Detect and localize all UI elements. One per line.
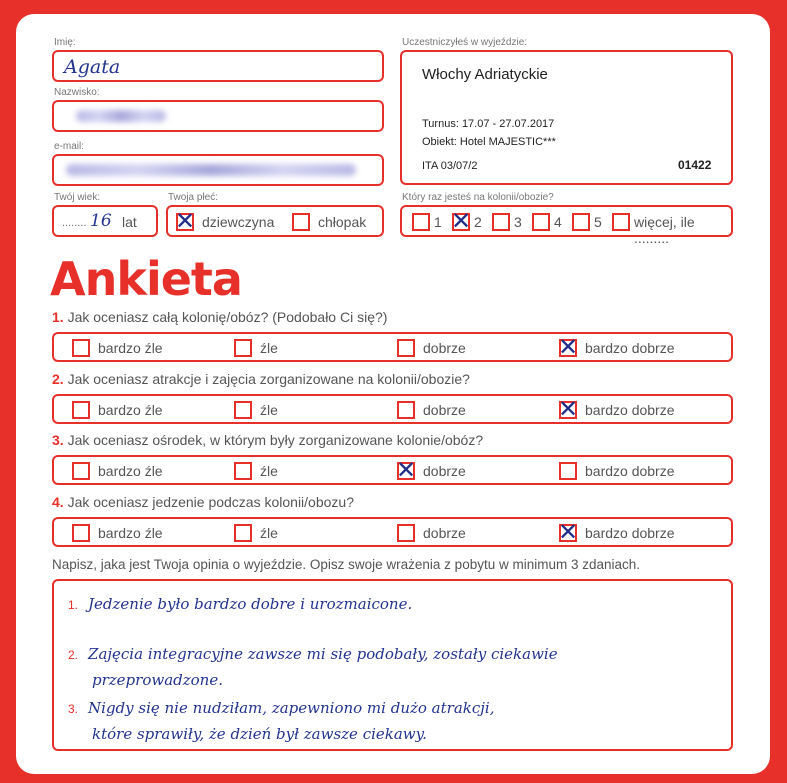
age-dots: ........ <box>62 217 87 229</box>
time-3-label: 3 <box>514 214 522 230</box>
q4-option-bad[interactable] <box>234 524 252 542</box>
q1-option-good-label: dobrze <box>423 340 466 356</box>
gender-male-checkbox[interactable] <box>292 213 310 231</box>
time-more-checkbox[interactable] <box>612 213 630 231</box>
time-4-label: 4 <box>554 214 562 230</box>
time-1-label: 1 <box>434 214 442 230</box>
gender-label: Twoja płeć: <box>168 192 219 203</box>
which-time-field <box>400 205 733 246</box>
which-time-label: Który raz jesteś na kolonii/obozie? <box>402 192 554 203</box>
trip-label: Uczestniczyłeś w wyjeździe: <box>402 37 528 48</box>
q2-option-bad-label: źle <box>260 402 278 418</box>
gender-male-label: chłopak <box>318 214 367 230</box>
email-field[interactable] <box>52 154 384 186</box>
q1-option-very-good-label: bardzo dobrze <box>585 340 675 356</box>
question-3: 3. Jak oceniasz ośrodek, w którym były zorganizowane kolonie/obóz? <box>52 432 484 448</box>
q3-option-very-bad[interactable] <box>72 462 90 480</box>
q1-option-very-good[interactable]: ✕ <box>558 333 579 361</box>
time-5-checkbox[interactable] <box>572 213 590 231</box>
opinion-line-1: 1. Jedzenie było bardzo dobre i urozmaicone. <box>68 595 413 613</box>
q4-option-good-label: dobrze <box>423 525 466 541</box>
trip-obiekt: Obiekt: Hotel MAJESTIC*** <box>422 136 556 148</box>
question-1: 1. Jak oceniasz całą kolonię/obóz? (Podobało Ci się?) <box>52 309 388 325</box>
name-label: Imię: <box>54 37 76 48</box>
email-blurred <box>66 164 356 176</box>
q2-option-very-good[interactable]: ✕ <box>558 395 579 423</box>
question-2: 2. Jak oceniasz atrakcje i zajęcia zorganizowane na kolonii/obozie? <box>52 371 470 387</box>
trip-code: ITA 03/07/2 <box>422 160 478 172</box>
opinion-line-3: 3. Nigdy się nie nudziłam, zapewniono mi dużo atrakcji, <box>68 699 495 717</box>
email-label: e-mail: <box>54 141 85 152</box>
q2-option-bad[interactable] <box>234 401 252 419</box>
gender-female-checkbox[interactable]: ✕ <box>175 207 196 235</box>
q3-option-very-good[interactable] <box>559 462 577 480</box>
time-3-checkbox[interactable] <box>492 213 510 231</box>
time-2-checkbox[interactable]: ✕ <box>451 207 472 235</box>
q2-option-good-label: dobrze <box>423 402 466 418</box>
q4-option-very-bad-label: bardzo źle <box>98 525 163 541</box>
question-2-options <box>52 394 733 424</box>
q2-option-very-bad[interactable] <box>72 401 90 419</box>
question-4-options <box>52 517 733 547</box>
time-1-checkbox[interactable] <box>412 213 430 231</box>
q4-option-very-good[interactable]: ✕ <box>558 518 579 546</box>
age-field[interactable] <box>52 205 158 237</box>
time-more-label: więcej, ile ......... <box>634 214 695 246</box>
trip-number: 01422 <box>678 158 712 172</box>
q2-option-good[interactable] <box>397 401 415 419</box>
survey-heading: Ankieta <box>50 252 242 306</box>
q1-option-very-bad[interactable] <box>72 339 90 357</box>
trip-turnus: Turnus: 17.07 - 27.07.2017 <box>422 118 555 130</box>
time-4-checkbox[interactable] <box>532 213 550 231</box>
age-value: 16 <box>90 211 112 231</box>
gender-female-label: dziewczyna <box>202 214 275 230</box>
q1-option-bad[interactable] <box>234 339 252 357</box>
question-4: 4. Jak oceniasz jedzenie podczas kolonii/obozu? <box>52 494 354 510</box>
time-2-label: 2 <box>474 214 482 230</box>
opinion-line-2: 2. Zajęcia integracyjne zawsze mi się podobały, zostały ciekawie <box>68 645 558 663</box>
q4-option-good[interactable] <box>397 524 415 542</box>
q4-option-bad-label: źle <box>260 525 278 541</box>
surname-blurred <box>76 110 166 122</box>
question-1-options <box>52 332 733 362</box>
q2-option-very-bad-label: bardzo źle <box>98 402 163 418</box>
name-field[interactable] <box>52 50 384 82</box>
q3-option-very-bad-label: bardzo źle <box>98 463 163 479</box>
q1-option-bad-label: źle <box>260 340 278 356</box>
q3-option-good-label: dobrze <box>423 463 466 479</box>
age-unit: lat <box>122 214 137 230</box>
q1-option-very-bad-label: bardzo źle <box>98 340 163 356</box>
q3-option-good[interactable]: ✕ <box>396 456 417 484</box>
opinion-line-3b: które sprawiły, że dzień był zawsze ciekawy. <box>92 725 427 743</box>
q1-option-good[interactable] <box>397 339 415 357</box>
q3-option-bad[interactable] <box>234 462 252 480</box>
name-value: Agata <box>64 56 121 78</box>
question-3-options <box>52 455 733 485</box>
opinion-line-2b: przeprowadzone. <box>92 671 223 689</box>
q4-option-very-good-label: bardzo dobrze <box>585 525 675 541</box>
trip-title: Włochy Adriatyckie <box>422 66 548 83</box>
surname-field[interactable] <box>52 100 384 132</box>
gender-field <box>166 205 384 237</box>
q4-option-very-bad[interactable] <box>72 524 90 542</box>
surname-label: Nazwisko: <box>54 87 100 98</box>
q3-option-very-good-label: bardzo dobrze <box>585 463 675 479</box>
q2-option-very-good-label: bardzo dobrze <box>585 402 675 418</box>
opinion-prompt: Napisz, jaka jest Twoja opinia o wyjeździe. Opisz swoje wrażenia z pobytu w minimum 3 zdaniach. <box>52 557 641 572</box>
q3-option-bad-label: źle <box>260 463 278 479</box>
trip-box <box>400 50 733 185</box>
time-5-label: 5 <box>594 214 602 230</box>
age-label: Twój wiek: <box>54 192 101 203</box>
opinion-box[interactable] <box>52 579 733 751</box>
